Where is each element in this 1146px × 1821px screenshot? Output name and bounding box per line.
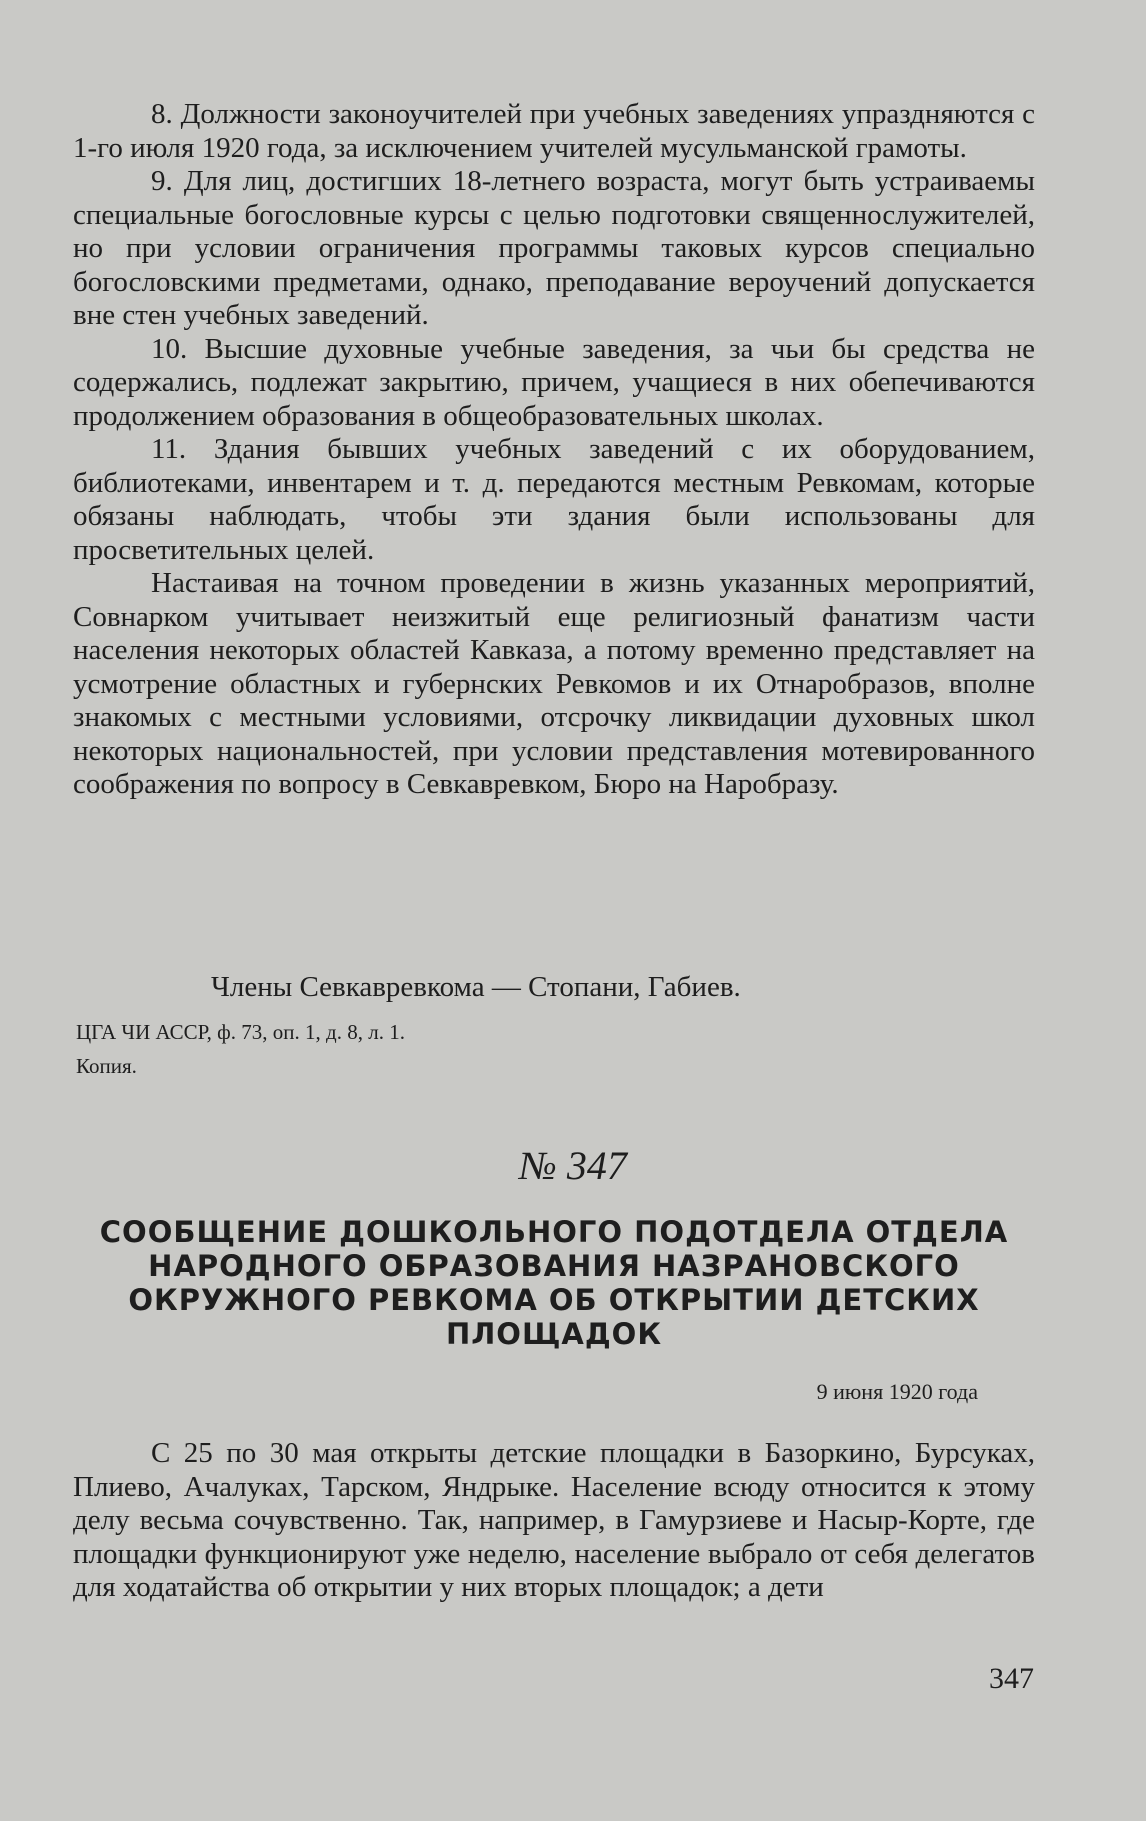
title-line-3: ОКРУЖНОГО РЕВКОМА ОБ ОТКРЫТИИ ДЕТСКИХ xyxy=(128,1283,980,1317)
title-line-1: СООБЩЕНИЕ ДОШКОЛЬНОГО ПОДОТДЕЛА ОТДЕЛА xyxy=(99,1215,1009,1249)
paragraph-11: 11. Здания бывших учебных заведений с их оборудованием, библиотеками, инвентарем и т. д. передаются местным Ревкомам, которые обязаны наблюдать, чтобы эти здания были использованы для просветительных целей. xyxy=(73,433,1035,566)
paragraph-conclusion: Настаивая на точном проведении в жизнь указанных мероприятий, Совнарком учитывает неизжитый еще религиозный фанатизм части населения некоторых областей Кавказа, а потому временно представляет на усмотрение областных и губернских Ревкомов и их Отнаробразов, вполне знакомых с местными условиями, отсрочку ликвидации духовных школ некоторых национальностей, при условии представления мотевированного соображения по вопросу в Севкавревком, Бюро на Наробразу. xyxy=(73,567,1035,800)
document-body xyxy=(73,1437,1035,1605)
signature-line: Члены Севкавревкома — Стопани, Габиев. xyxy=(211,971,741,1003)
paragraph-9: 9. Для лиц, достигших 18-летнего возраста, могут быть устраиваемы специальные богословные курсы с целью подготовки священнослужителей, но при условии ограничения программы таковых курсов специально богословскими предметами, однако, преподавание вероучений допускается вне стен учебных заведений. xyxy=(73,165,1035,331)
document-title xyxy=(76,1215,1032,1351)
document-number: № 347 xyxy=(519,1143,627,1188)
document-date: 9 июня 1920 года xyxy=(816,1379,978,1404)
title-line-4: ПЛОЩАДОК xyxy=(445,1317,663,1351)
document-body-paragraph: С 25 по 30 мая открыты детские площадки в Базоркино, Бурсуках, Плиево, Ачалуках, Тарском, Яндрыке. Население всюду относится к этому делу весьма сочувственно. Так, например, в Гамурзиеве и Насыр-Корте, где площадки функционируют уже неделю, население выбрало от себя делегатов для ходатайства об открытии у них вторых площадок; а дети xyxy=(73,1437,1035,1603)
copy-note: Копия. xyxy=(76,1054,137,1078)
paragraph-10: 10. Высшие духовные учебные заведения, за чьи бы средства не содержались, подлежат закрытию, причем, учащиеся в них обепечиваются продолжением образования в общеобразовательных школах. xyxy=(73,332,1035,432)
archive-source xyxy=(76,1015,405,1083)
page-number: 347 xyxy=(989,1662,1034,1695)
paragraph-8: 8. Должности законоучителей при учебных заведениях упраздняются с 1-го июля 1920 года, за исключением учителей мусульманской грамоты. xyxy=(73,98,1035,164)
decree-text-continued xyxy=(73,98,1035,802)
title-line-2: НАРОДНОГО ОБРАЗОВАНИЯ НАЗРАНОВСКОГО xyxy=(148,1249,960,1283)
archive-reference: ЦГА ЧИ АССР, ф. 73, оп. 1, д. 8, л. 1. xyxy=(76,1020,405,1044)
